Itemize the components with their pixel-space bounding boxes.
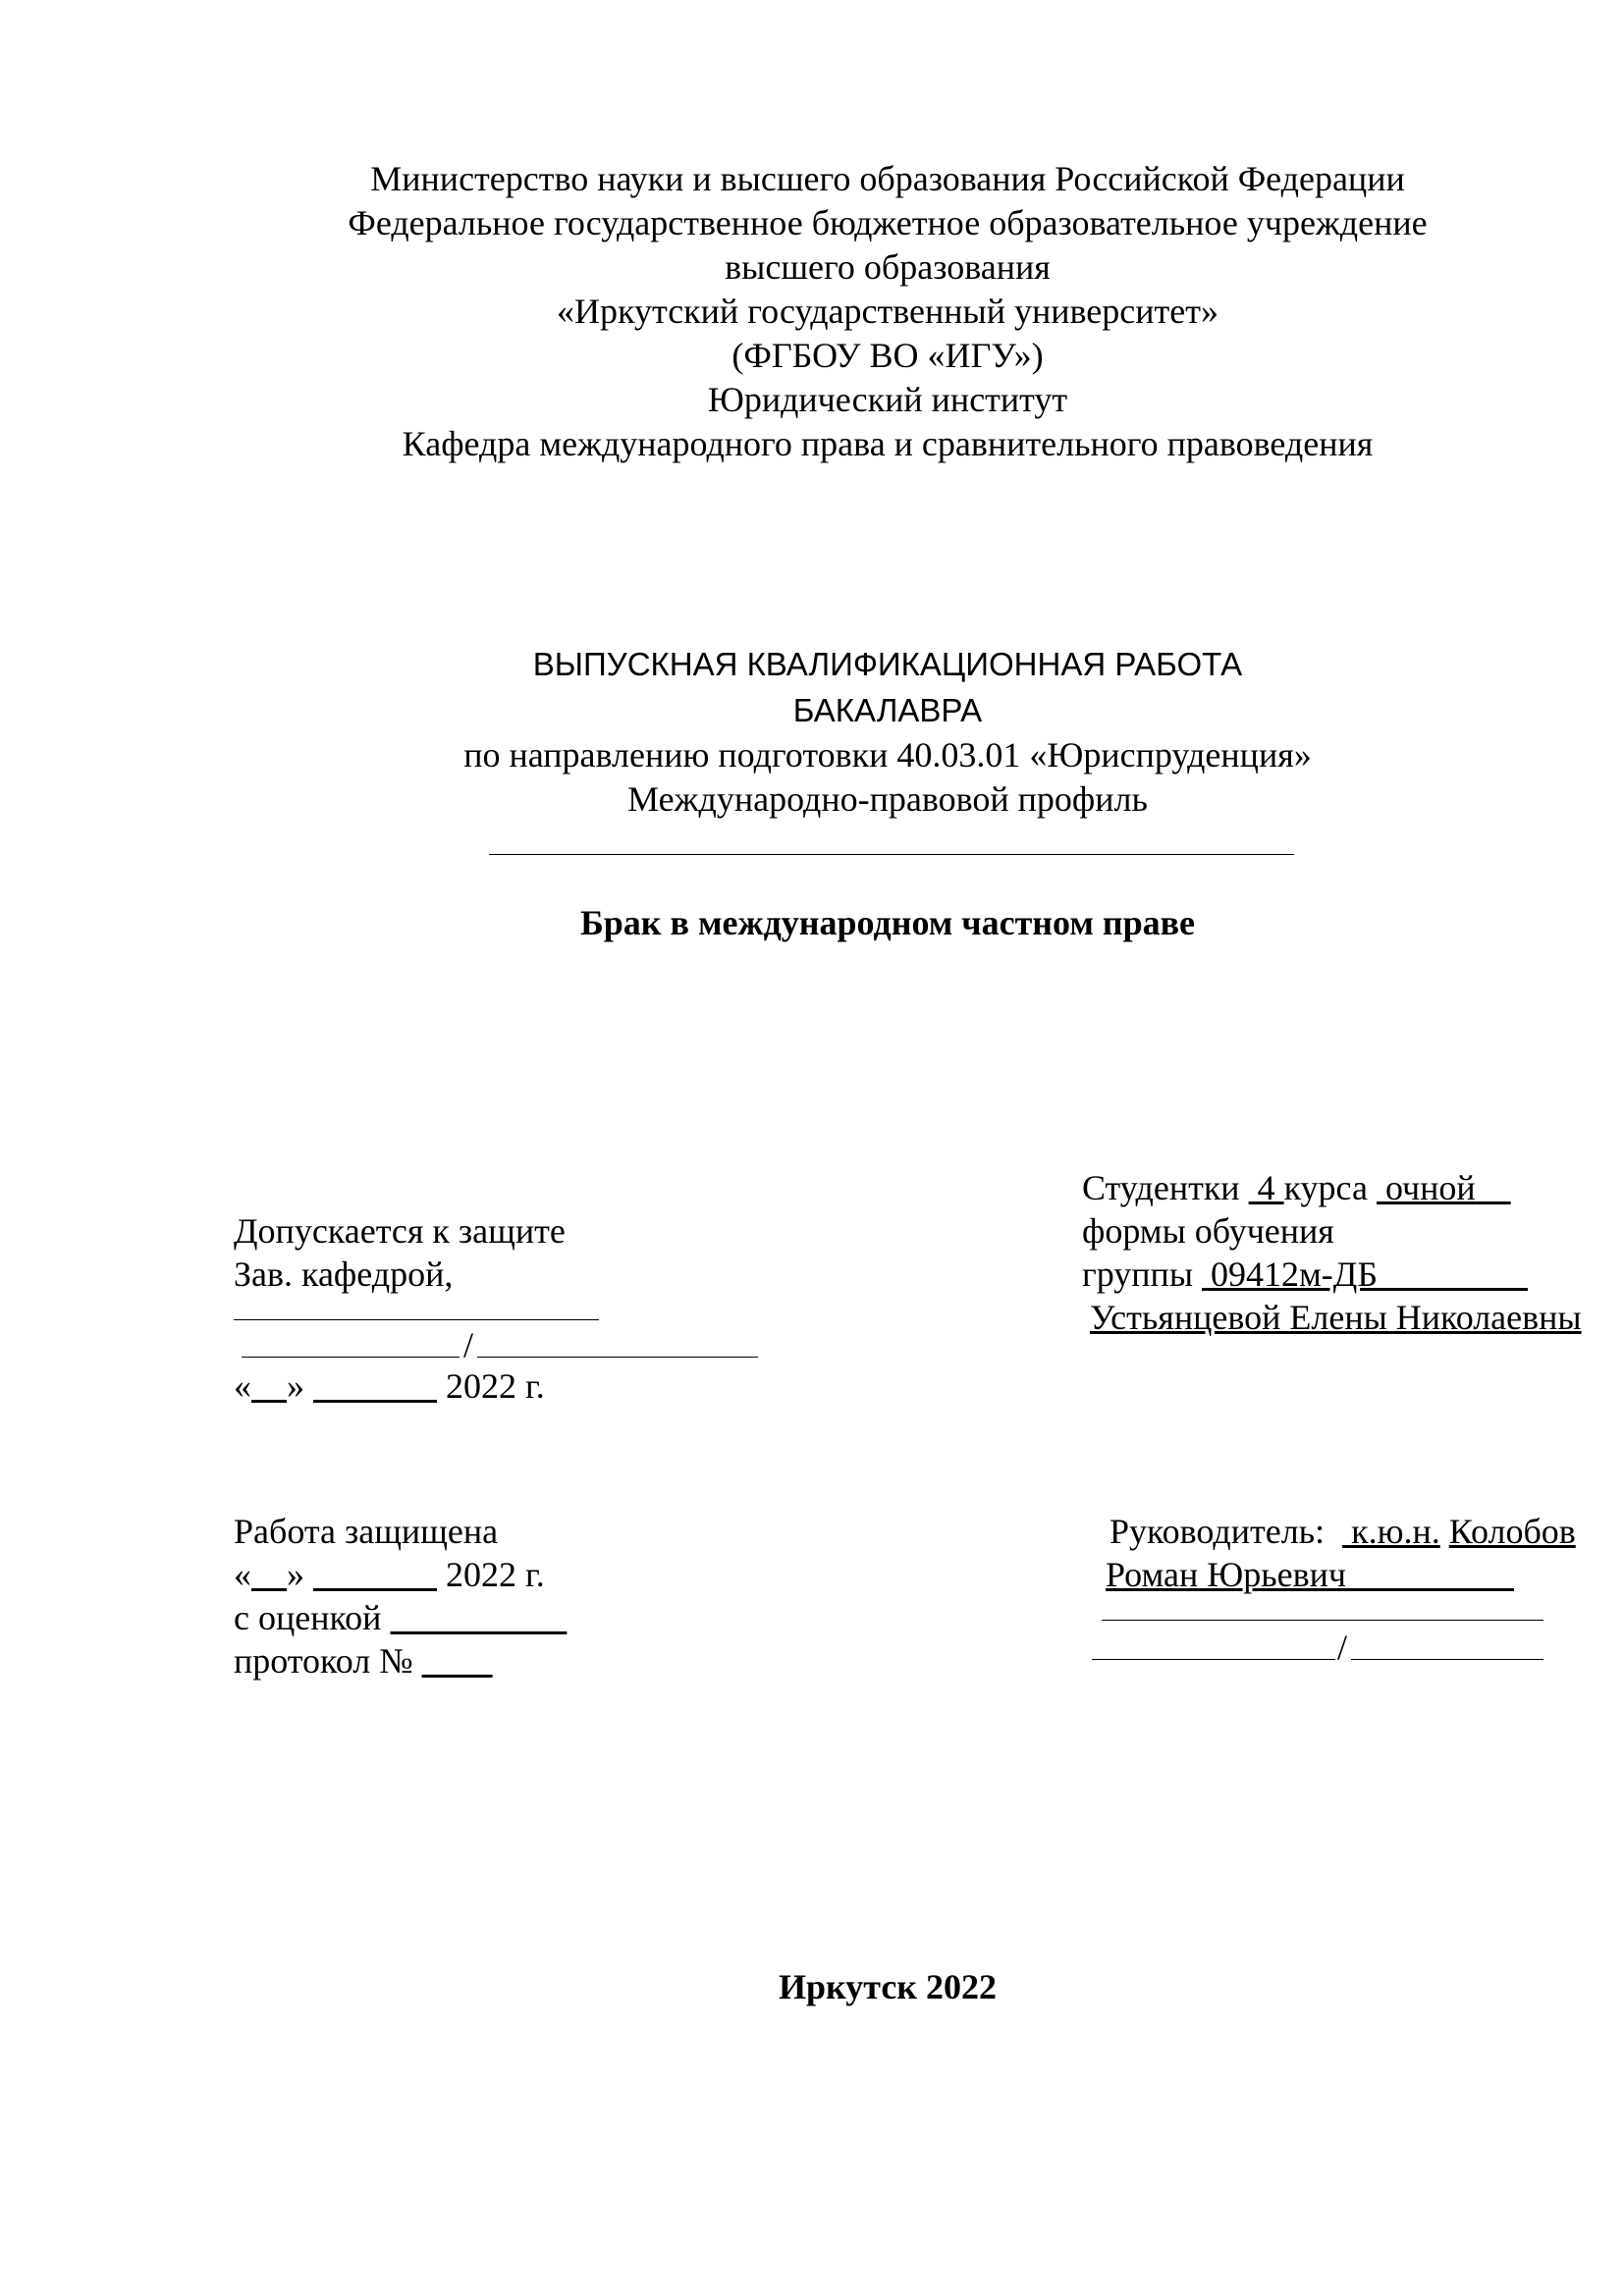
- grade-blank: [390, 1598, 567, 1637]
- supervisor-signature-slash: /: [1337, 1628, 1348, 1667]
- supervisor-degree: к.ю.н.: [1351, 1512, 1440, 1551]
- study-direction: по направлению подготовки 40.03.01 «Юриспруденция»: [463, 735, 1312, 774]
- student-label: Студентки: [1082, 1168, 1249, 1207]
- name-line: [477, 1357, 758, 1358]
- supervisor-signature-line: [1092, 1659, 1335, 1660]
- signature-slash: /: [463, 1325, 474, 1364]
- form-field: очной: [1384, 1168, 1476, 1207]
- student-name: Устьянцевой Елены Николаевны: [1090, 1298, 1582, 1337]
- supervisor-line: [1110, 1510, 1576, 1553]
- ministry-line: Министерство науки и высшего образования Российской Федерации: [370, 159, 1405, 198]
- work-type-line-2: БАКАЛАВРА: [792, 692, 983, 728]
- defense-date-line: « » 2022 г.: [234, 1555, 545, 1594]
- work-title: Брак в международном частном праве: [579, 903, 1196, 942]
- divider-line: [489, 854, 1294, 855]
- work-type-line-1: ВЫПУСКНАЯ КВАЛИФИКАЦИОННАЯ РАБОТА: [532, 646, 1243, 682]
- supervisor-initials-line: [1351, 1659, 1543, 1660]
- signature-line: [242, 1357, 460, 1358]
- city-year: Иркутск 2022: [778, 1967, 998, 2006]
- admission-date-line: « » 2022 г.: [234, 1366, 545, 1406]
- head-of-department-label: Зав. кафедрой,: [234, 1255, 454, 1294]
- head-signature-line: [234, 1319, 599, 1320]
- month-blank: [313, 1366, 437, 1406]
- defended-label: Работа защищена: [234, 1512, 499, 1551]
- department-line: Кафедра международного права и сравнительного правоведения: [402, 424, 1374, 463]
- group-field: 09412м-ДБ: [1211, 1255, 1379, 1294]
- group-line: [1082, 1253, 1528, 1296]
- group-label: группы: [1082, 1255, 1203, 1294]
- student-course-line: [1082, 1166, 1511, 1209]
- supervisor-surname: Колобов: [1448, 1512, 1576, 1551]
- supervisor-label: Руководитель:: [1110, 1512, 1326, 1551]
- defense-year: 2022 г.: [446, 1555, 545, 1594]
- supervisor-name: Роман Юрьевич: [1106, 1555, 1346, 1594]
- protocol-line: [234, 1639, 493, 1682]
- protocol-label: протокол №: [234, 1641, 413, 1681]
- supervisor-extra-line: [1102, 1620, 1543, 1621]
- grade-line: [234, 1596, 567, 1639]
- course-field: 4: [1257, 1168, 1275, 1207]
- grade-label: с оценкой: [234, 1598, 382, 1637]
- university-name-line: «Иркутский государственный университет»: [557, 292, 1218, 331]
- day-blank: [251, 1555, 287, 1594]
- supervisor-name-line: [1106, 1553, 1514, 1596]
- university-abbrev-line: (ФГБОУ ВО «ИГУ»): [731, 336, 1044, 375]
- month-blank: [313, 1555, 437, 1594]
- protocol-blank: [422, 1641, 493, 1681]
- study-profile: Международно-правовой профиль: [627, 779, 1148, 819]
- admitted-label: Допускается к защите: [234, 1211, 566, 1251]
- institute-line: Юридический институт: [707, 380, 1068, 419]
- form-of-study-label: формы обучения: [1082, 1211, 1334, 1251]
- admission-year: 2022 г.: [446, 1366, 545, 1406]
- institution-type-line: Федеральное государственное бюджетное образовательное учреждение: [348, 203, 1428, 242]
- education-level-line: высшего образования: [725, 247, 1051, 287]
- day-blank: [251, 1366, 287, 1406]
- course-label: курса: [1283, 1168, 1377, 1207]
